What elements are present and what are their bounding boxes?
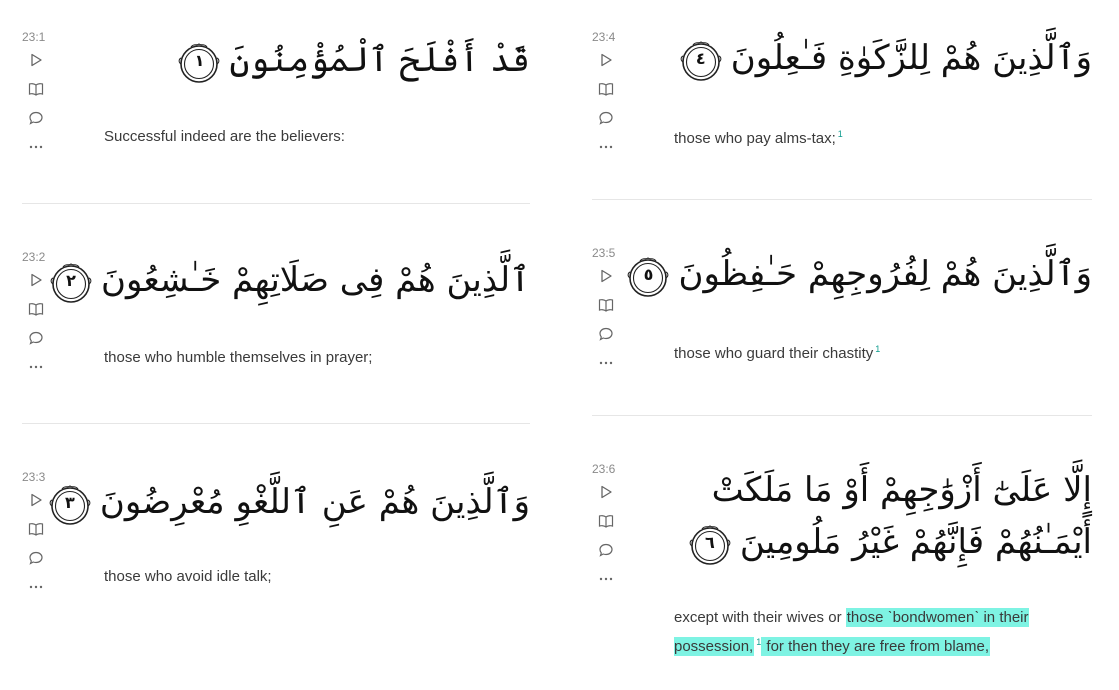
verse-translation — [104, 565, 272, 589]
translation-text: those who avoid idle talk; — [104, 568, 272, 585]
verse-number: ٤ — [695, 49, 706, 68]
translation-text: those who guard their chastity — [674, 345, 874, 362]
comment-icon[interactable] — [598, 542, 614, 558]
translation-text: Successful indeed are the believers: — [104, 128, 345, 145]
verse-number: ٢ — [66, 271, 76, 290]
verse-translation — [674, 606, 1054, 659]
arabic-line-2 — [680, 516, 1092, 568]
verse-end-marker — [49, 260, 93, 304]
verse-key[interactable]: 23:3 — [22, 470, 46, 484]
verse-arabic — [618, 248, 1092, 300]
book-icon[interactable] — [598, 81, 614, 97]
play-icon[interactable] — [598, 484, 614, 500]
verse-end-marker — [679, 38, 723, 82]
highlighted-text[interactable]: for then they are free from blame, — [762, 638, 990, 655]
verse-end-marker — [177, 40, 221, 84]
verse-number: ٦ — [705, 533, 715, 552]
play-icon[interactable] — [598, 52, 614, 68]
verse-end-marker — [688, 522, 732, 566]
verse-arabic — [680, 464, 1092, 568]
verse-translation — [104, 125, 345, 149]
left-column — [22, 0, 530, 684]
comment-icon[interactable] — [28, 550, 44, 566]
verse-arabic — [41, 254, 530, 306]
translation-text: those who pay alms-tax; — [674, 130, 836, 147]
verse-23-5 — [592, 200, 1092, 416]
verse-key[interactable]: 23:1 — [22, 30, 46, 44]
footnote-marker[interactable]: 1 — [837, 129, 843, 139]
arabic-line-1: إِلَّا عَلَىٰٓ أَزْوَٰجِهِمْ أَوْ مَا مَلَكَتْ — [711, 470, 1092, 510]
verse-arabic — [40, 476, 530, 528]
comment-icon[interactable] — [598, 326, 614, 342]
verse-actions — [592, 30, 622, 168]
verse-number: ٥ — [643, 265, 654, 284]
footnote-marker[interactable]: 1 — [875, 344, 881, 354]
verse-arabic — [169, 34, 530, 86]
play-icon[interactable] — [28, 52, 44, 68]
arabic-text: أَيْمَـٰنُهُمْ فَإِنَّهُمْ غَيْرُ مَلُومِينَ — [739, 522, 1092, 562]
verse-actions — [22, 30, 52, 168]
verse-number: ٣ — [64, 493, 75, 512]
verse-23-1 — [22, 0, 530, 204]
comment-icon[interactable] — [598, 110, 614, 126]
play-icon[interactable] — [598, 268, 614, 284]
more-icon[interactable] — [598, 571, 614, 587]
verse-key[interactable]: 23:2 — [22, 250, 46, 264]
footnote-marker[interactable]: 1 — [756, 637, 762, 647]
book-icon[interactable] — [598, 513, 614, 529]
book-icon[interactable] — [598, 297, 614, 313]
verse-translation — [674, 122, 843, 151]
right-column — [592, 0, 1092, 686]
comment-icon[interactable] — [28, 110, 44, 126]
verse-number: ١ — [194, 51, 205, 70]
translation-text: except with their wives or — [674, 609, 846, 626]
verse-arabic — [671, 32, 1092, 84]
translation-text: those who humble themselves in prayer; — [104, 349, 373, 366]
more-icon[interactable] — [28, 579, 44, 595]
arabic-text: وَٱلَّذِينَ هُمْ لِفُرُوجِهِمْ حَـٰفِظُونَ — [678, 254, 1092, 294]
verse-actions — [592, 462, 622, 600]
verse-translation — [674, 337, 880, 366]
verse-key[interactable]: 23:4 — [592, 30, 616, 44]
arabic-text: ٱلَّذِينَ هُمْ فِى صَلَاتِهِمْ خَـٰشِعُونَ — [100, 260, 530, 300]
verse-end-marker — [626, 254, 670, 298]
verse-23-2 — [22, 204, 530, 424]
more-icon[interactable] — [598, 355, 614, 371]
book-icon[interactable] — [28, 81, 44, 97]
verse-translation — [104, 346, 372, 370]
verse-key[interactable]: 23:6 — [592, 462, 616, 476]
more-icon[interactable] — [28, 359, 44, 375]
arabic-text: قَدْ أَفْلَحَ ٱلْمُؤْمِنُونَ — [229, 40, 530, 80]
more-icon[interactable] — [598, 139, 614, 155]
highlighted-text[interactable]: those ˋbondwomenˋ in their possession, — [674, 609, 1029, 655]
verse-23-3 — [22, 424, 530, 684]
more-icon[interactable] — [28, 139, 44, 155]
arabic-text: وَٱلَّذِينَ هُمْ لِلزَّكَوٰةِ فَـٰعِلُونَ — [730, 38, 1092, 78]
verse-23-4 — [592, 0, 1092, 200]
verse-23-6 — [592, 416, 1092, 686]
verse-end-marker — [48, 482, 92, 526]
verse-key[interactable]: 23:5 — [592, 246, 616, 260]
arabic-text: وَٱلَّذِينَ هُمْ عَنِ ٱللَّغْوِ مُعْرِضُونَ — [99, 482, 530, 522]
comment-icon[interactable] — [28, 330, 44, 346]
